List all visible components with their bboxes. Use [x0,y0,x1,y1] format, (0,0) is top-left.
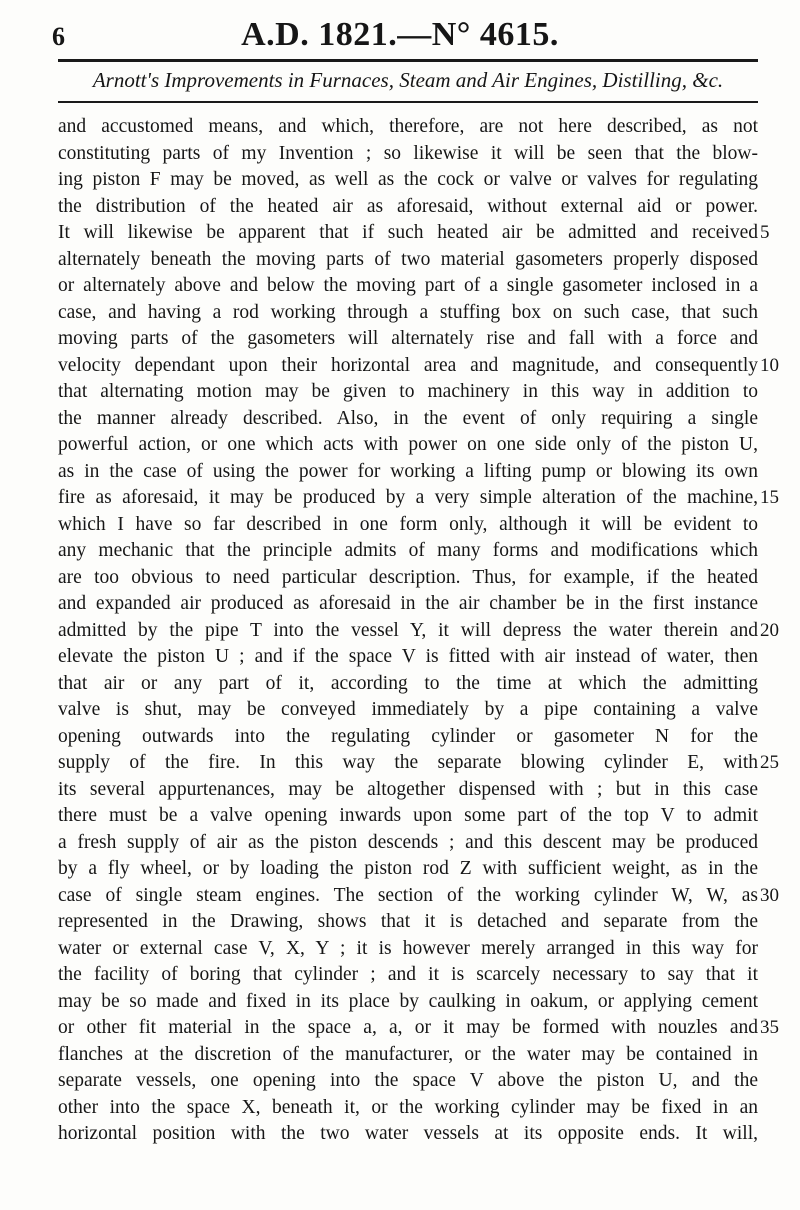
text-line: powerful action, or one which acts with power on one side only of the piston U, [58,434,758,455]
text-line: the facility of boring that cylinder ; and it is scarcely necessary to say that it [58,964,758,985]
text-line: a fresh supply of air as the piston descends ; and this descent may be produced [58,831,758,853]
margin-line-number: 5 [760,222,770,243]
text-line: by a fly wheel, or by loading the piston rod Z with sufficient weight, as in the [58,858,758,879]
margin-line-number: 10 [760,354,779,376]
text-line: alternately beneath the moving parts of two material gasometers properly disposed [58,248,758,270]
text-line: constituting parts of my Invention ; so likewise it will be seen that the blow- [58,142,758,164]
text-line: elevate the piston U ; and if the space V is fitted with air instead of water, then [58,646,758,667]
margin-line-number: 20 [760,619,779,641]
margin-line-number: 35 [760,1017,779,1038]
text-line: water or external case V, X, Y ; it is however merely arranged in this way for [58,937,758,959]
text-line: there must be a valve opening inwards upon some part of the top V to admit [58,805,758,826]
text-line: its several appurtenances, may be altogether dispensed with ; but in this case [58,778,758,800]
text-line: are too obvious to need particular description. Thus, for example, if the heated [58,566,758,588]
text-line: supply of the fire. In this way the separate blowing cylinder E, with [58,752,758,773]
margin-line-number: 25 [760,752,779,773]
text-line: horizontal position with the two water vessels at its opposite ends. It will, [58,1123,758,1144]
text-line: as in the case of using the power for working a lifting pump or blowing its own [58,460,758,482]
text-line: any mechanic that the principle admits of many forms and modifications which [58,540,758,561]
text-line: and expanded air produced as aforesaid in the air chamber be in the first instance [58,593,758,614]
text-line: flanches at the discretion of the manufacturer, or the water may be contained in [58,1043,758,1065]
page-number: 6 [52,22,65,51]
text-line: other into the space X, beneath it, or the working cylinder may be fixed in an [58,1096,758,1118]
text-line: that air or any part of it, according to the time at which the admitting [58,672,758,694]
text-line: case of single steam engines. The section of the working cylinder W, W, as [58,884,758,906]
text-line: or other fit material in the space a, a, or it may be formed with nouzles and [58,1017,758,1038]
text-line: represented in the Drawing, shows that it is detached and separate from the [58,911,758,932]
text-line: opening outwards into the regulating cylinder or gasometer N for the [58,725,758,747]
margin-line-number: 15 [760,487,779,508]
text-line: ing piston F may be moved, as well as the cock or valve or valves for regulating [58,169,758,190]
header-rule-thick [58,59,758,62]
running-title: A.D. 1821.—N° 4615. [241,16,559,53]
text-line: It will likewise be apparent that if such heated air be admitted and received [58,222,758,243]
text-line: separate vessels, one opening into the space V above the piston U, and the [58,1070,758,1091]
text-line: case, and having a rod working through a stuffing box on such case, that such [58,301,758,323]
margin-line-number: 30 [760,884,779,906]
text-line: velocity dependant upon their horizontal area and magnitude, and consequently [58,354,758,376]
text-line: may be so made and fixed in its place by caulking in oakum, or applying cement [58,990,758,1012]
text-line: which I have so far described in one form only, although it will be evident to [58,513,758,535]
text-line: valve is shut, may be conveyed immediately by a pipe containing a valve [58,699,758,720]
text-line: the distribution of the heated air as aforesaid, without external aid or power. [58,195,758,217]
body-text [58,114,758,1148]
text-line: fire as aforesaid, it may be produced by a very simple alteration of the machine, [58,487,758,508]
text-line: or alternately above and below the moving part of a single gasometer inclosed in a [58,275,758,296]
patent-subtitle: Arnott's Improvements in Furnaces, Steam and Air Engines, Distilling, &c. [92,68,724,92]
page-header [0,16,800,56]
text-line: admitted by the pipe T into the vessel Y, it will depress the water therein and [58,619,758,641]
text-line: and accustomed means, and which, therefore, are not here described, as not [58,116,758,137]
text-line: that alternating motion may be given to machinery in this way in addition to [58,381,758,402]
header-rule-thin [58,101,758,103]
text-line: moving parts of the gasometers will alternately rise and fall with a force and [58,328,758,349]
text-line: the manner already described. Also, in the event of only requiring a single [58,407,758,429]
